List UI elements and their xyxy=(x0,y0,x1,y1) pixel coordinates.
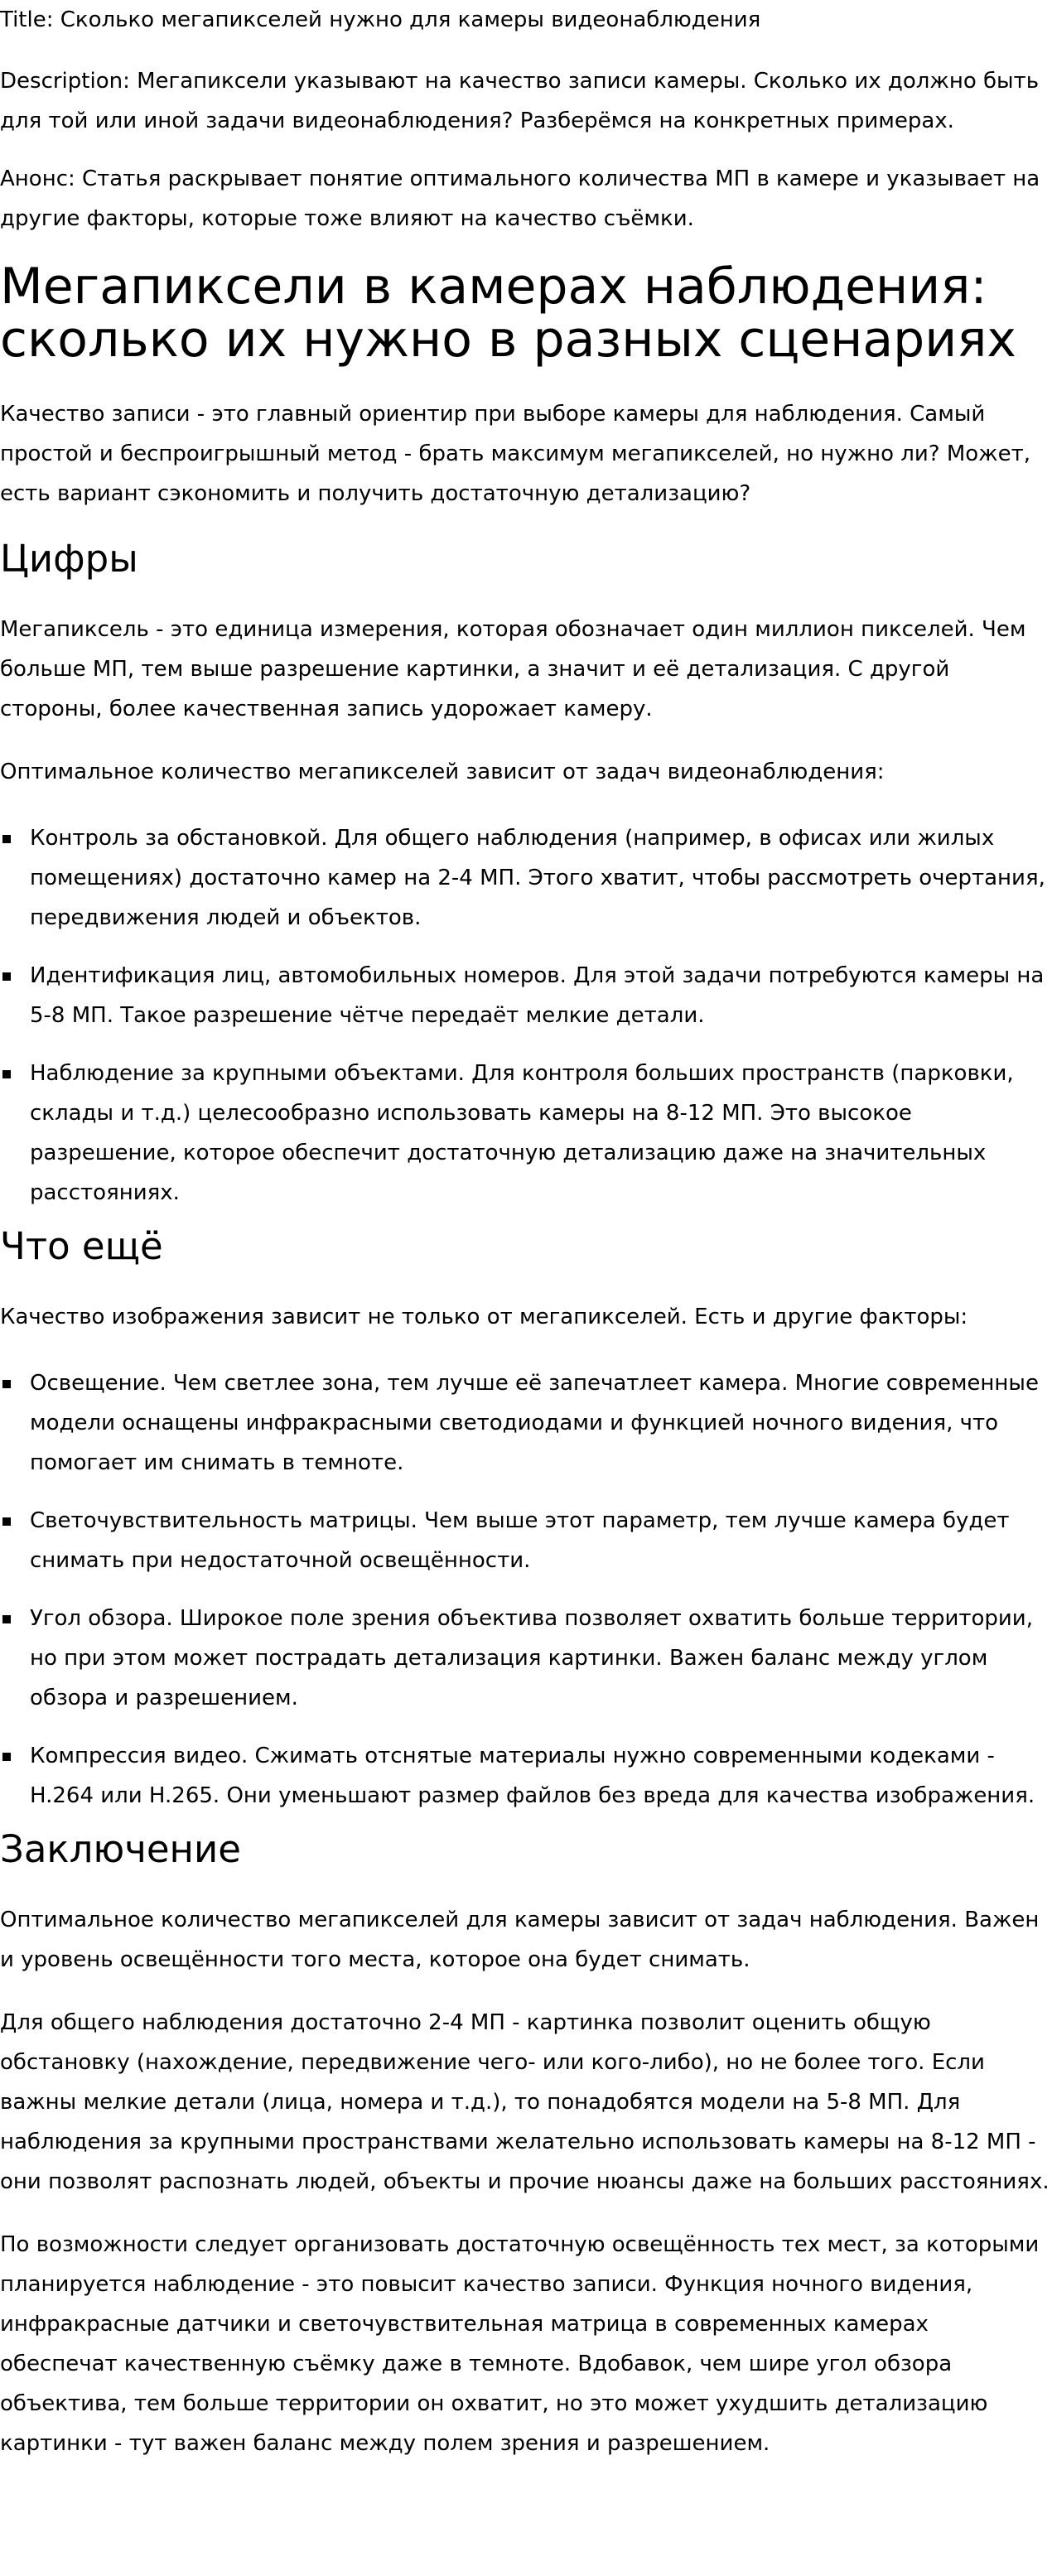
section-more-heading: Что ещё xyxy=(0,1224,163,1268)
article-intro: Качество записи - это главный ориентир при выборе камеры для наблюдения. Самый простой и беспроигрышный метод - брать максимум мегапикселей, но нужно ли? Может, есть вариант сэкономить и получить достаточную детализацию? xyxy=(0,402,1031,506)
list-item: Контроль за обстановкой. Для общего наблюдения (например, в офисах или жилых помещениях) достаточно камер на 2-4 МП. Этого хватит, чтобы рассмотреть очертания, передвижения людей и объектов. xyxy=(0,818,1052,938)
section-numbers-p1: Мегапиксель - это единица измерения, которая обозначает один миллион пикселей. Чем больше МП, тем выше разрешение картинки, а значит и её детализация. С другой стороны, более качественная запись удорожает камеру. xyxy=(0,617,1026,721)
list-item: Компрессия видео. Сжимать отснятые материалы нужно современными кодеками - H.264 или H.265. Они уменьшают размер файлов без вреда для качества изображения. xyxy=(0,1736,1052,1816)
list-item: Освещение. Чем светлее зона, тем лучше её запечатлеет камера. Многие современные модели оснащены инфракрасными светодиодами и функцией ночного видения, что помогает им снимать в темноте. xyxy=(0,1363,1052,1483)
section-numbers-heading: Цифры xyxy=(0,537,138,581)
section-numbers-p2: Оптимальное количество мегапикселей зависит от задач видеонаблюдения: xyxy=(0,760,885,784)
list-item: Наблюдение за крупными объектами. Для контроля больших пространств (парковки, склады и т.д.) целесообразно использовать камеры на 8-12 МП. Это высокое разрешение, которое обеспечит достаточную детализацию даже на значительных расстояниях. xyxy=(0,1054,1052,1213)
article-heading: Мегапиксели в камерах наблюдения: сколько их нужно в разных сценариях xyxy=(0,258,1016,369)
list-item: Идентификация лиц, автомобильных номеров. Для этой задачи потребуются камеры на 5-8 МП. Такое разрешение чётче передаёт мелкие детали. xyxy=(0,956,1052,1035)
section-conclusion-heading: Заключение xyxy=(0,1827,241,1871)
section-numbers-list xyxy=(0,818,1052,1213)
list-item: Угол обзора. Широкое поле зрения объектива позволяет охватить больше территории, но при этом может пострадать детализация картинки. Важен баланс между углом обзора и разрешением. xyxy=(0,1599,1052,1718)
section-more-list xyxy=(0,1363,1052,1816)
meta-announcement: Анонс: Статья раскрывает понятие оптимального количества МП в камере и указывает на другие факторы, которые тоже влияют на качество съёмки. xyxy=(0,166,1040,231)
meta-description: Description: Мегапиксели указывают на качество записи камеры. Сколько их должно быть для той или иной задачи видеонаблюдения? Разберёмся на конкретных примерах. xyxy=(0,69,1040,133)
section-conclusion-p2: Для общего наблюдения достаточно 2-4 МП - картинка позволит оценить общую обстановку (нахождение, передвижение чего- или кого-либо), но не более того. Если важны мелкие детали (лица, номера и т.д.), то понадобятся модели на 5-8 МП. Для наблюдения за крупными пространствами желательно использовать камеры на 8-12 МП - они позволят распознать людей, объекты и прочие нюансы даже на больших расстояниях. xyxy=(0,2010,1050,2194)
section-conclusion-p1: Оптимальное количество мегапикселей для камеры зависит от задач наблюдения. Важен и уровень освещённости того места, которое она будет снимать. xyxy=(0,1908,1040,1972)
meta-title: Title: Сколько мегапикселей нужно для камеры видеонаблюдения xyxy=(0,7,761,32)
list-item: Светочувствительность матрицы. Чем выше этот параметр, тем лучше камера будет снимать при недостаточной освещённости. xyxy=(0,1501,1052,1580)
section-more-p1: Качество изображения зависит не только от мегапикселей. Есть и другие факторы: xyxy=(0,1305,968,1329)
section-more xyxy=(0,1223,1052,1816)
section-conclusion-p3: По возможности следует организовать достаточную освещённость тех мест, за которыми планируется наблюдение - это повысит качество записи. Функция ночного видения, инфракрасные датчики и светочувствительная матрица в современных камерах обеспечат качественную съёмку даже в темноте. Вдобавок, чем шире угол обзора объектива, тем больше территории он охватит, но это может ухудшить детализацию картинки - тут важен баланс между полем зрения и разрешением. xyxy=(0,2232,1040,2456)
article-meta xyxy=(0,0,1052,239)
section-numbers xyxy=(0,535,1052,1213)
section-conclusion xyxy=(0,1826,1052,2463)
